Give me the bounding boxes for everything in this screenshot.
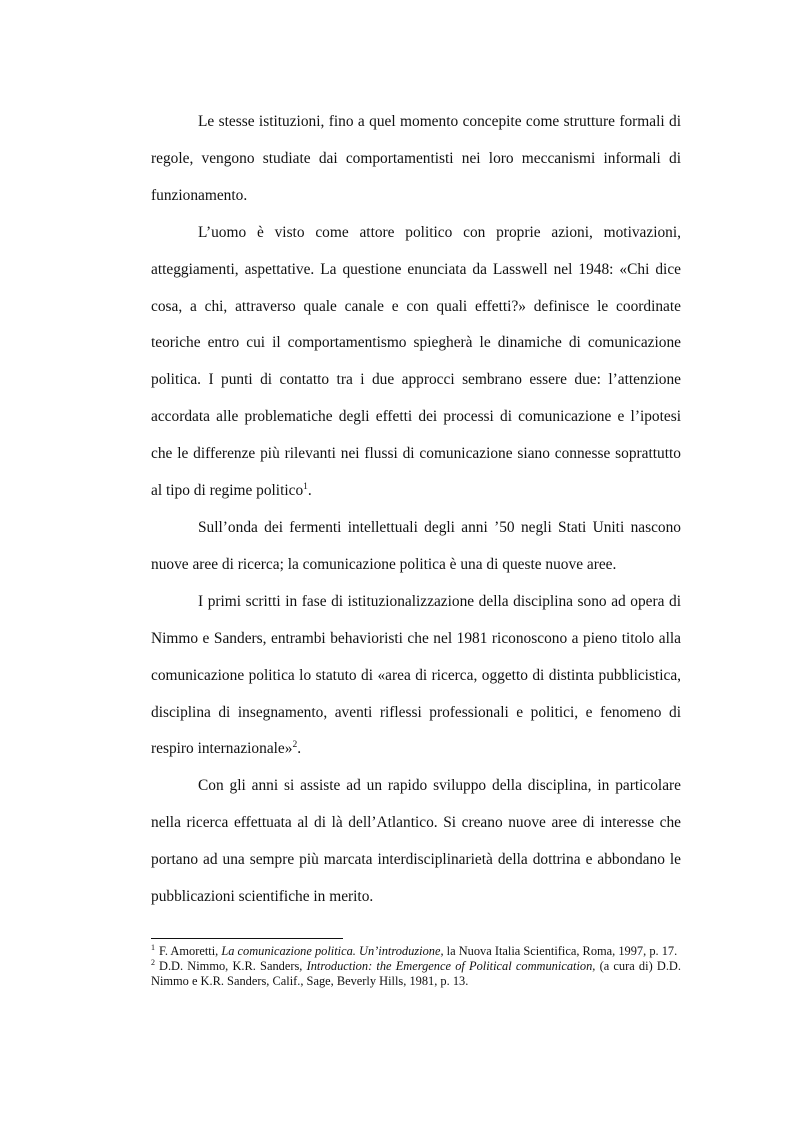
footnote-1-title: La comunicazione politica. Un’introduzione, [221,944,444,958]
paragraph-1-text: Le stesse istituzioni, fino a quel momento concepite come strutture formali di regole, vengono studiate dai comportamentisti nei loro meccanismi informali di funzionamento. [151,113,681,204]
paragraph-4-text: I primi scritti in fase di istituzionalizzazione della disciplina sono ad opera di Nimmo e Sanders, entrambi behavioristi che nel 1981 riconoscono a pieno titolo alla comunicazione politica lo statuto di «area di ricerca, oggetto di distinta pubblicistica, disciplina di insegnamento, aventi riflessi professionali e politici, e fenomeno di respiro internazionale» [151,592,681,758]
paragraph-2-text: L’uomo è visto come attore politico con proprie azioni, motivazioni, atteggiamenti, aspettative. La questione enunciata da Lasswell nel 1948: «Chi dice cosa, a chi, attraverso quale canale e con quali effetti?» definisce le coordinate teoriche entro cui il comportamentismo spiegherà le dinamiche di comunicazione politica. I punti di contatto tra i due approcci sembrano essere due: l’attenzione accordata alle problematiche degli effetti dei processi di comunicazione e l’ipotesi che le differenze più rilevanti nei flussi di comunicazione siano connesse soprattutto al tipo di regime politico [151,223,681,500]
paragraph-4-end: . [297,740,302,758]
footnote-ref-2[interactable]: 2 [292,740,298,751]
footnote-1-number: 1 [151,942,155,952]
paragraph-1 [151,104,681,215]
footnote-ref-1[interactable]: 1 [303,481,308,492]
footnote-2-author: D.D. Nimmo, K.R. Sanders, [159,959,307,974]
footnote-2 [151,959,681,989]
footnote-1-rest: la Nuova Italia Scientifica, Roma, 1997, p. 17. [443,944,678,958]
paragraph-2 [151,215,681,510]
footnote-2-number: 2 [151,958,155,968]
paragraph-3-text: Sull’onda dei fermenti intellettuali degli anni ’50 negli Stati Uniti nascono nuove aree di ricerca; la comunicazione politica è una di queste nuove aree. [151,518,681,573]
paragraph-5 [151,768,681,916]
footnotes [151,944,681,990]
footnote-2-rest: (a cura di) D.D. Nimmo e K.R. Sanders, Calif., Sage, Beverly Hills, 1981, p. 13. [151,959,681,989]
page-body [151,104,681,916]
footnote-1 [151,944,681,959]
footnote-2-title: Introduction: the Emergence of Political communication, [306,959,596,974]
footnote-separator [151,938,343,939]
paragraph-3 [151,510,681,584]
footnote-1-author: F. Amoretti, [159,944,222,958]
paragraph-4 [151,584,681,769]
paragraph-5-text: Con gli anni si assiste ad un rapido sviluppo della disciplina, in particolare nella ricerca effettuata al di là dell’Atlantico. Si creano nuove aree di interesse che portano ad una sempre più marcata interdisciplinarietà della dottrina e abbondano le pubblicazioni scientifiche in merito. [151,777,681,906]
paragraph-2-end: . [307,482,312,500]
